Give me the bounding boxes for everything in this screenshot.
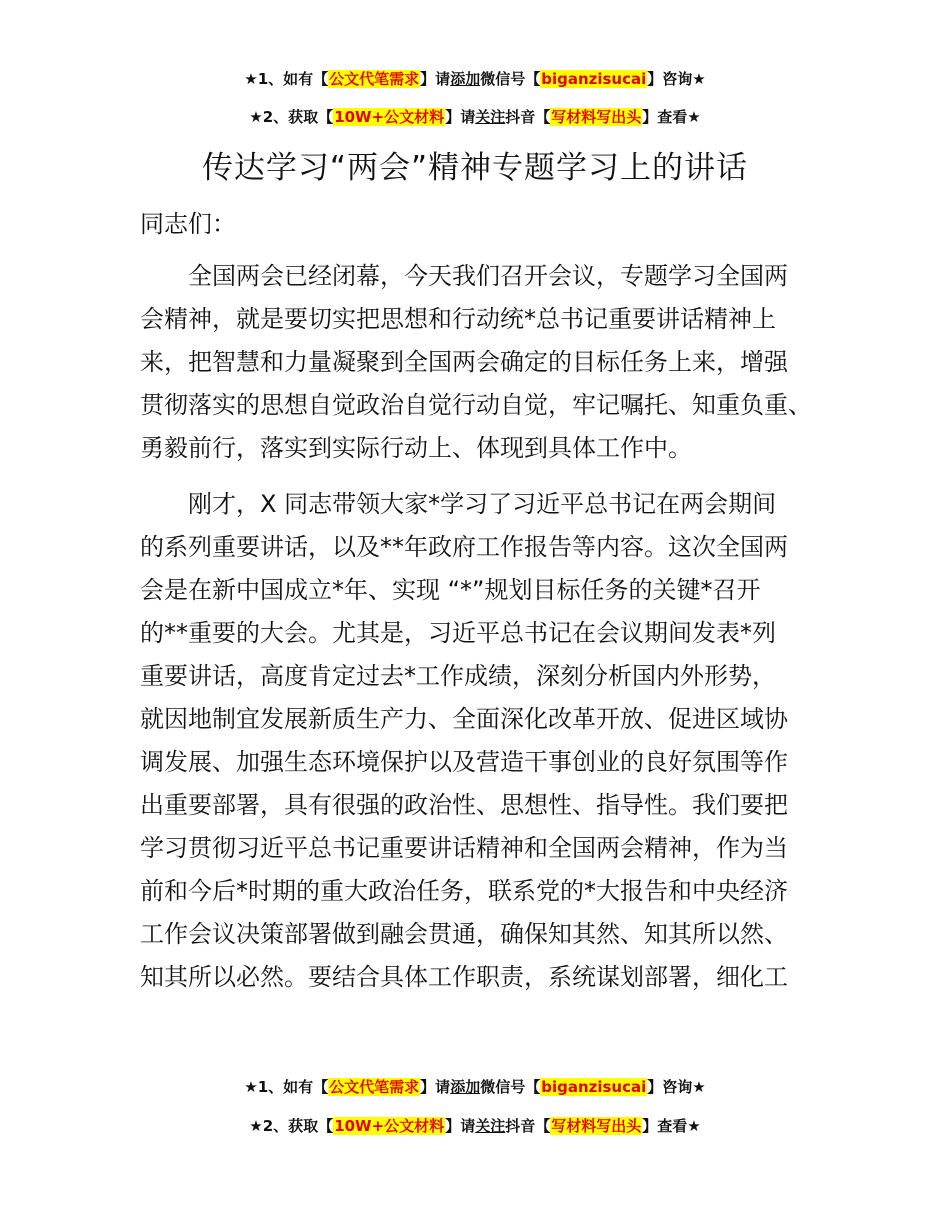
paragraph-2-line: 会是在新中国成立*年、实现 “*”规划目标任务的关键*召开 [140,576,761,604]
paragraph-2-line: 学习贯彻习近平总书记重要讲话精神和全国两会精神，作为当 [140,834,788,862]
paragraph-2-line: 就因地制宜发展新质生产力、全面深化改革开放、促进区域协 [140,705,788,733]
promo-highlight: 10W+公文材料 [334,108,445,126]
salutation: 同志们： [140,210,236,238]
paragraph-2-line: 刚才，X 同志带领大家*学习了习近平总书记在两会期间 [188,490,777,518]
paragraph-1-line: 全国两会已经闭幕，今天我们召开会议，专题学习全国两 [188,262,788,290]
paragraph-2-line: 知其所以必然。要结合具体工作职责，系统谋划部署，细化工 [140,963,788,991]
promo-text: 】咨询★ [647,70,706,88]
promo-highlight: 公文代笔需求 [329,1078,420,1096]
promo-text: ★2、获取【 [249,1117,334,1135]
footer-promo-line-1 [0,1076,950,1098]
promo-text: 抖音【 [505,108,551,126]
promo-text: 】请 [420,1078,451,1096]
paragraph-1-line: 来，把智慧和力量凝聚到全国两会确定的目标任务上来，增强 [140,348,788,376]
promo-text: 】请 [445,108,476,126]
promo-text: 微信号【 [480,70,541,88]
paragraph-1-line: 会精神，就是要切实把思想和行动统*总书记重要讲话精神上 [140,305,776,333]
promo-text: 】请 [445,1117,476,1135]
promo-text: 】请 [420,70,451,88]
promo-text: 微信号【 [480,1078,541,1096]
promo-highlight: 10W+公文材料 [334,1117,445,1135]
header-promo-line-1 [0,68,950,90]
paragraph-2-line: 出重要部署，具有很强的政治性、思想性、指导性。我们要把 [140,791,788,819]
promo-text: 】咨询★ [647,1078,706,1096]
document-title: 传达学习“两会”精神专题学习上的讲话 [201,150,749,186]
paragraph-2-line: 前和今后*时期的重大政治任务，联系党的*大报告和中央经济 [140,877,788,905]
paragraph-2-line: 工作会议决策部署做到融会贯通，确保知其然、知其所以然、 [140,920,788,948]
promo-douyin-id: 写材料写出头 [551,1117,642,1135]
paragraph-1-line: 勇毅前行，落实到实际行动上、体现到具体工作中。 [140,434,692,462]
promo-text: 】查看★ [642,1117,701,1135]
paragraph-1-line: 贯彻落实的思想自觉政治自觉行动自觉，牢记嘱托、知重负重、 [140,391,812,419]
promo-highlight: 公文代笔需求 [329,70,420,88]
promo-douyin-id: 写材料写出头 [551,108,642,126]
paragraph-2-line: 调发展、加强生态环境保护以及营造干事创业的良好氛围等作 [140,748,788,776]
promo-text: ★1、如有【 [244,70,329,88]
promo-text: 】查看★ [642,108,701,126]
header-promo-line-2 [0,106,950,128]
promo-wechat-id: biganzisucai [541,70,647,88]
paragraph-2-line: 的**重要的大会。尤其是，习近平总书记在会议期间发表*列 [140,619,776,647]
promo-underlined-text: 添加 [450,1078,481,1096]
footer-promo-line-2 [0,1115,950,1137]
promo-underlined-text: 关注 [475,108,506,126]
promo-underlined-text: 关注 [475,1117,506,1135]
promo-wechat-id: biganzisucai [541,1078,647,1096]
paragraph-2-line: 重要讲话，高度肯定过去*工作成绩，深刻分析国内外形势， [140,662,776,690]
paragraph-2-line: 的系列重要讲话，以及**年政府工作报告等内容。这次全国两 [140,533,788,561]
promo-underlined-text: 添加 [450,70,481,88]
promo-text: 抖音【 [505,1117,551,1135]
promo-text: ★1、如有【 [244,1078,329,1096]
promo-text: ★2、获取【 [249,108,334,126]
